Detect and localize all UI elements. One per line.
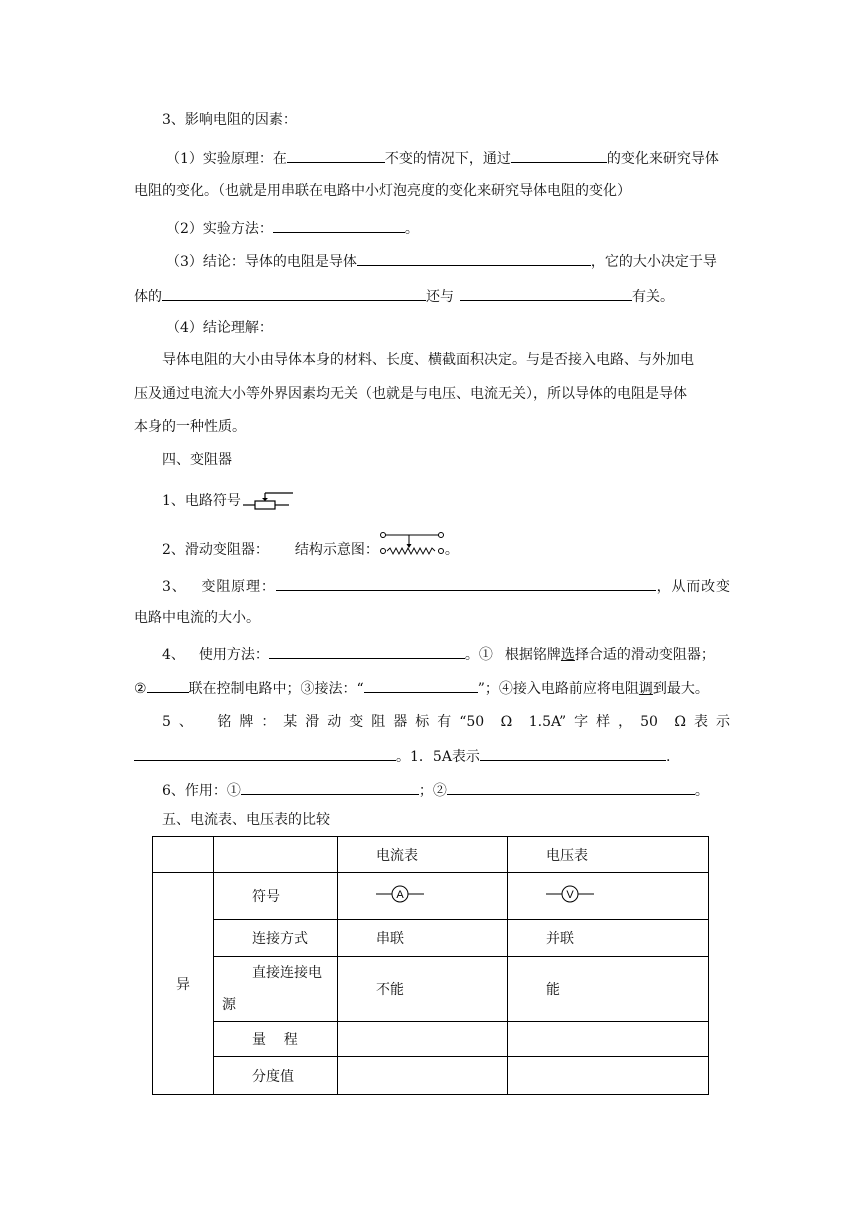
s4-i5-line: 5、 铭牌：某滑动变阻器标有“50 Ω 1.5A”字样，50 Ω表示 (162, 714, 730, 730)
table-cell-voltmeter: 能 (508, 957, 709, 1022)
s4-i5b-text: 。1．5A表示 (396, 749, 480, 765)
table-header-voltmeter: 电压表 (508, 837, 709, 873)
blank-field[interactable] (147, 676, 189, 693)
table-header-cell (214, 837, 338, 873)
table-row (153, 873, 709, 920)
s4-i6-text-b: ；② (418, 783, 447, 799)
blank-field[interactable] (276, 574, 656, 591)
table-row-label: 分度值 (214, 1057, 338, 1095)
s4-i4-text-d: 择合适的滑动变阻器； (574, 647, 715, 663)
s4-i4-num: 4、 (162, 647, 185, 663)
s4-i4-line (162, 642, 715, 665)
table-row-label: 量 程 (214, 1022, 338, 1057)
s3-para-line-3: 本身的一种性质。 (134, 419, 246, 435)
s4-i6-line (162, 778, 709, 801)
s3-p3b-text-a: 体的 (134, 289, 162, 305)
s3-p1-text-c: 的变化来研究导体 (606, 151, 719, 167)
table-row-label-line2: 源 (222, 997, 236, 1013)
table-cell-voltmeter[interactable] (508, 1057, 709, 1095)
blank-field[interactable] (357, 249, 591, 266)
s4-i4b-text-a: 联在控制电路中；③接法：“ (188, 681, 364, 697)
table-cell-voltmeter[interactable] (508, 1022, 709, 1057)
blank-field[interactable] (273, 216, 405, 233)
blank-field[interactable] (162, 284, 426, 301)
blank-field[interactable] (480, 744, 666, 761)
s4-i4-text-a: 使用方法： (198, 647, 269, 663)
blank-field[interactable] (134, 744, 396, 761)
s3-p2-end: 。 (404, 221, 419, 237)
table-row-label-line1: 直接连接电 (252, 965, 322, 981)
s4-i4-line2 (134, 676, 709, 699)
s3-p4-heading: （4）结论理解： (166, 320, 273, 336)
table-cell-ammeter: 不能 (338, 957, 508, 1022)
ammeter-symbol-cell (338, 873, 508, 920)
s3-p3b-text-c: 有关。 (632, 289, 674, 305)
s3-p3b-text-b: 还与 (426, 289, 454, 305)
s4-i3-line (162, 574, 730, 597)
s3-p1-line2: 电阻的变化。（也就是用串联在电路中小灯泡亮度的变化来研究导体电阻的变化） (134, 183, 631, 199)
table-header-ammeter: 电流表 (338, 837, 508, 873)
s4-i3-line2: 电路中电流的大小。 (134, 610, 260, 626)
s4-i5b-end: . (665, 749, 671, 765)
table-cell-ammeter[interactable] (338, 1057, 508, 1095)
s4-i4b-text-c: 到最大。 (652, 681, 709, 697)
s3-p3-line (166, 249, 717, 272)
s4-i2-text-b: 结构示意图： (294, 542, 379, 558)
blank-field[interactable] (269, 642, 465, 659)
slide-rheostat-diagram-icon (379, 531, 445, 559)
s3-p1-line (166, 146, 719, 169)
blank-field[interactable] (511, 146, 607, 163)
table-cell-voltmeter: 并联 (508, 920, 709, 957)
table-row-label: 连接方式 (214, 920, 338, 957)
table-header-cell (153, 837, 214, 873)
table-header-row (153, 837, 709, 873)
s3-p1-text-a: （1）实验原理：在 (166, 151, 287, 167)
s4-i5-line2 (134, 744, 670, 767)
blank-field[interactable] (364, 676, 478, 693)
table-cell-ammeter: 串联 (338, 920, 508, 957)
table-row-label (214, 957, 338, 1022)
s4-i6-end: 。 (694, 783, 709, 799)
table-row (153, 957, 709, 1022)
s4-i2-text-a: 2、滑动变阻器： (162, 542, 269, 558)
s4-i4-text-underlined: 选 (560, 647, 575, 663)
s4-i4b-text-underlined: 调 (638, 681, 653, 697)
s4-i1-text: 1、电路符号 (162, 493, 241, 509)
section-4-heading: 四、变阻器 (162, 452, 232, 468)
s4-i4b-num: ② (134, 681, 147, 697)
table-row-label: 符号 (214, 873, 338, 920)
blank-field[interactable] (447, 778, 695, 795)
s4-i3-text: 变阻原理： (200, 579, 276, 595)
s3-p3-line2 (134, 284, 674, 307)
s3-p1-text-b: 不变的情况下，通过 (384, 151, 511, 167)
section-3-heading: 3、影响电阻的因素： (162, 112, 297, 128)
table-row (153, 920, 709, 957)
s3-p3-text-a: （3）结论：导体的电阻是导体 (166, 254, 357, 270)
voltmeter-symbol-cell (508, 873, 709, 920)
rheostat-symbol-icon (243, 490, 295, 512)
ammeter-symbol-letter: A (396, 889, 404, 901)
blank-field[interactable] (287, 146, 385, 163)
s4-i4-text-b: 。① (464, 647, 493, 663)
table-group-label: 异 (153, 873, 214, 1095)
s3-p2-line (166, 216, 419, 239)
s3-p2-text: （2）实验方法： (166, 221, 273, 237)
s3-p3-text-b: ，它的大小决定于导 (590, 254, 717, 270)
section-5-heading: 五、电流表、电压表的比较 (162, 812, 330, 828)
ammeter-symbol-icon (376, 883, 424, 905)
blank-field[interactable] (241, 778, 419, 795)
s3-para-line-2: 压及通过电流大小等外界因素均无关（也就是与电压、电流无关），所以导体的电阻是导体 (134, 386, 687, 402)
s4-i1-line (162, 490, 295, 512)
table-row (153, 1057, 709, 1095)
comparison-table (152, 836, 709, 1095)
table-cell-ammeter[interactable] (338, 1022, 508, 1057)
s4-i3-num: 3、 (162, 579, 187, 595)
voltmeter-symbol-letter: V (566, 889, 574, 901)
s4-i4b-text-b: ”；④接入电路前应将电阻 (477, 681, 639, 697)
voltmeter-symbol-icon (546, 883, 594, 905)
table-row (153, 1022, 709, 1057)
s3-para-line-1: 导体电阻的大小由导体本身的材料、长度、横截面积决定。与是否接入电路、与外加电 (162, 352, 694, 368)
blank-field[interactable] (460, 284, 632, 301)
s4-i2-end: 。 (444, 542, 459, 558)
s4-i2-line (162, 540, 459, 560)
s4-i3-end: ，从而改变 (655, 579, 731, 595)
s4-i6-text-a: 6、作用：① (162, 783, 241, 799)
s4-i4-text-c: 根据铭牌 (504, 647, 561, 663)
